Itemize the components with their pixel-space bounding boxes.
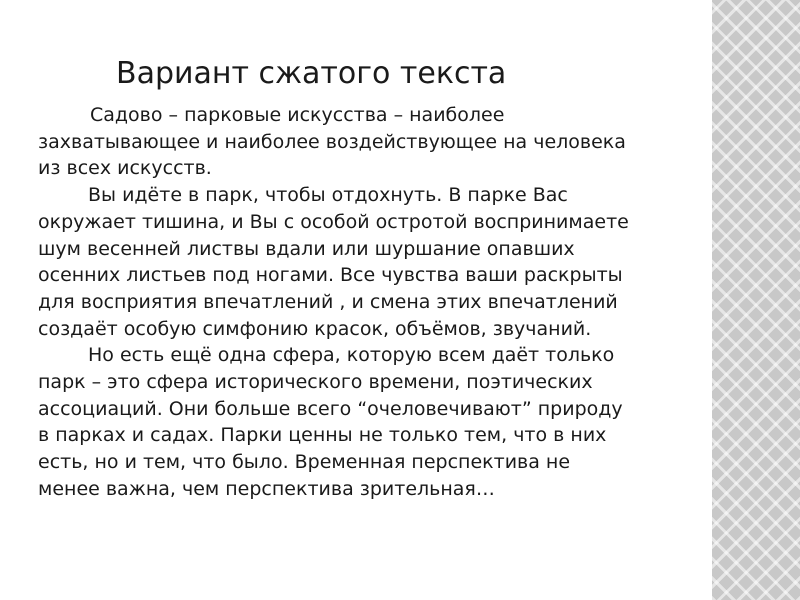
- text-line: ассоциаций. Они больше всего “очеловечивают” природу: [38, 397, 623, 420]
- text-line: Но есть ещё одна сфера, которую всем даёт только: [88, 344, 615, 367]
- text-line: Вы идёте в парк, чтобы отдохнуть. В парке Вас: [88, 184, 568, 207]
- slide-title: Вариант сжатого текста: [116, 56, 507, 91]
- text-line: создаёт особую симфонию красок, объёмов, звучаний.: [38, 317, 592, 340]
- slide-content: [38, 54, 710, 503]
- text-line: из всех искусств.: [38, 157, 212, 180]
- compressed-text: [38, 102, 710, 503]
- text-line: для восприятия впечатлений , и смена этих впечатлений: [38, 290, 618, 313]
- text-line: осенних листьев под ногами. Все чувства ваши раскрыты: [38, 264, 623, 287]
- decorative-chevron-strip: [712, 0, 800, 600]
- text-line: есть, но и тем, что было. Временная перспектива не: [38, 451, 571, 474]
- text-line: шум весенней листвы вдали или шуршание опавших: [38, 237, 575, 260]
- text-line: захватывающее и наиболее воздействующее на человека: [38, 130, 626, 153]
- text-line: парк – это сфера исторического времени, поэтических: [38, 371, 593, 394]
- text-line: окружает тишина, и Вы с особой остротой воспринимаете: [38, 210, 629, 233]
- text-line: менее важна, чем перспектива зрительная…: [38, 477, 495, 500]
- text-line: в парках и садах. Парки ценны не только тем, что в них: [38, 424, 607, 447]
- text-line: Садово – парковые искусства – наиболее: [90, 104, 505, 126]
